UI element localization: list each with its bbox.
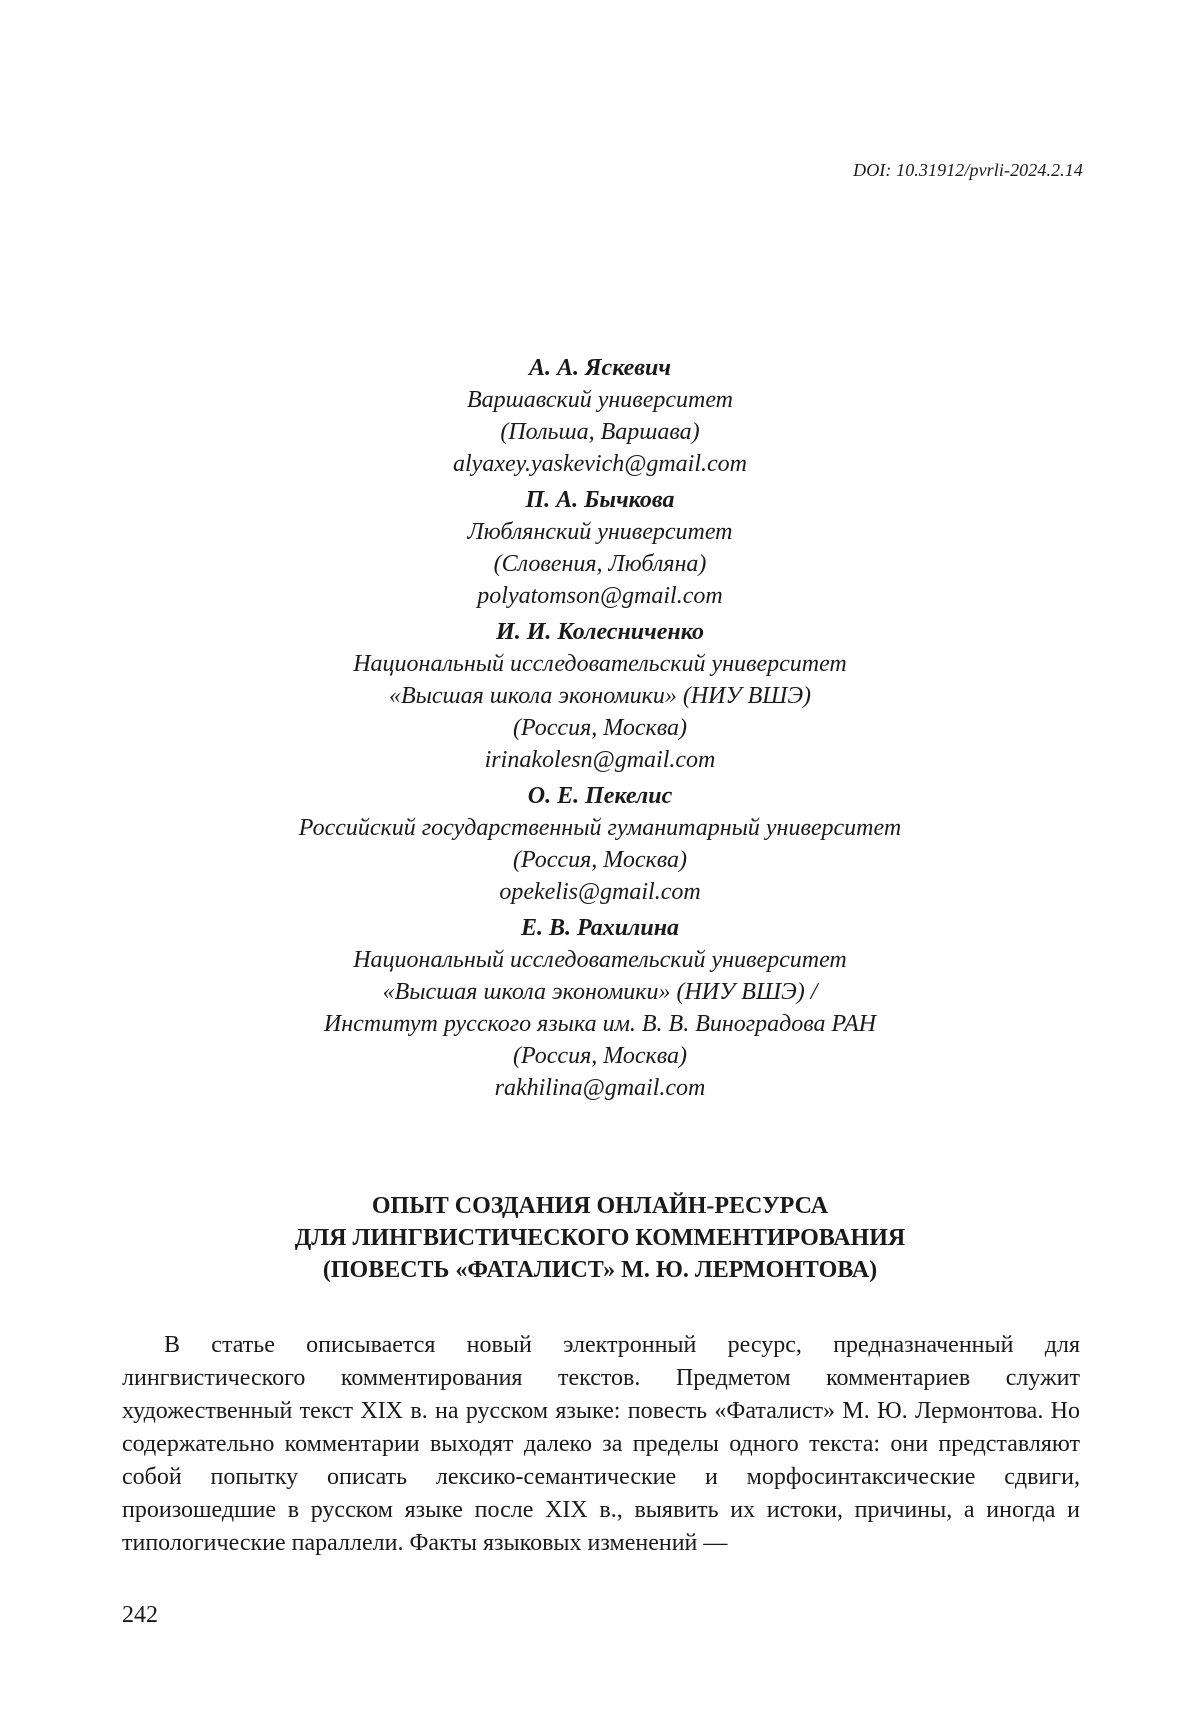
article-title-line: (ПОВЕСТЬ «ФАТАЛИСТ» М. Ю. ЛЕРМОНТОВА) [322,1257,878,1283]
author-affiliation: Национальный исследовательский университет [353,947,847,973]
author-affiliation: Люблянский университет [467,519,733,545]
article-title-line: ДЛЯ ЛИНГВИСТИЧЕСКОГО КОММЕНТИРОВАНИЯ [294,1225,906,1251]
author-email: rakhilina@gmail.com [494,1075,706,1101]
author-affiliation: Институт русского языка им. В. В. Виноградова РАН [323,1011,877,1037]
author-email: opekelis@gmail.com [499,879,701,905]
doi-identifier: DOI: 10.31912/pvrli-2024.2.14 [853,160,1083,180]
author-location: (Россия, Москва) [512,847,688,873]
author-block [0,616,1200,776]
article-title [0,1190,1200,1286]
author-block [0,780,1200,908]
author-location: (Словения, Любляна) [493,551,707,577]
author-affiliation: «Высшая школа экономики» (НИУ ВШЭ) [388,683,812,709]
authors-section [0,352,1200,1108]
page-number: 242 [122,1602,158,1628]
author-name: И. И. Колесниченко [496,619,704,645]
author-location: (Россия, Москва) [512,1043,688,1069]
author-location: (Россия, Москва) [512,715,688,741]
author-name: П. А. Бычкова [525,487,675,513]
author-affiliation: Варшавский университет [466,387,734,413]
author-affiliation: Национальный исследовательский университет [353,651,847,677]
author-block [0,352,1200,480]
author-name: А. А. Яскевич [529,355,671,381]
author-email: irinakolesn@gmail.com [484,747,716,773]
author-name: Е. В. Рахилина [520,915,680,941]
author-affiliation: «Высшая школа экономики» (НИУ ВШЭ) / [382,979,818,1005]
author-affiliation: Российский государственный гуманитарный университет [298,815,902,841]
author-email: polyatomson@gmail.com [477,583,723,609]
abstract-paragraph: В статье описывается новый электронный ресурс, предназначенный для лингвистического комментирования текстов. Предметом комментариев служит художественный текст XIX в. на русском языке: повесть «Фаталист» М. Ю. Лермонтова. Но содержательно комментарии выходят далеко за пределы одного текста: они представляют собой попытку описать лексико-семантические и морфосинтаксические сдвиги, произошедшие в русском языке после XIX в., выявить их истоки, причины, а иногда и типологические параллели. Факты языковых изменений — [122,1332,1080,1556]
article-title-line: ОПЫТ СОЗДАНИЯ ОНЛАЙН-РЕСУРСА [371,1193,829,1219]
author-name: О. Е. Пекелис [527,783,673,809]
author-email: alyaxey.yaskevich@gmail.com [453,451,747,477]
author-location: (Польша, Варшава) [500,419,700,445]
author-block [0,912,1200,1104]
author-block [0,484,1200,612]
